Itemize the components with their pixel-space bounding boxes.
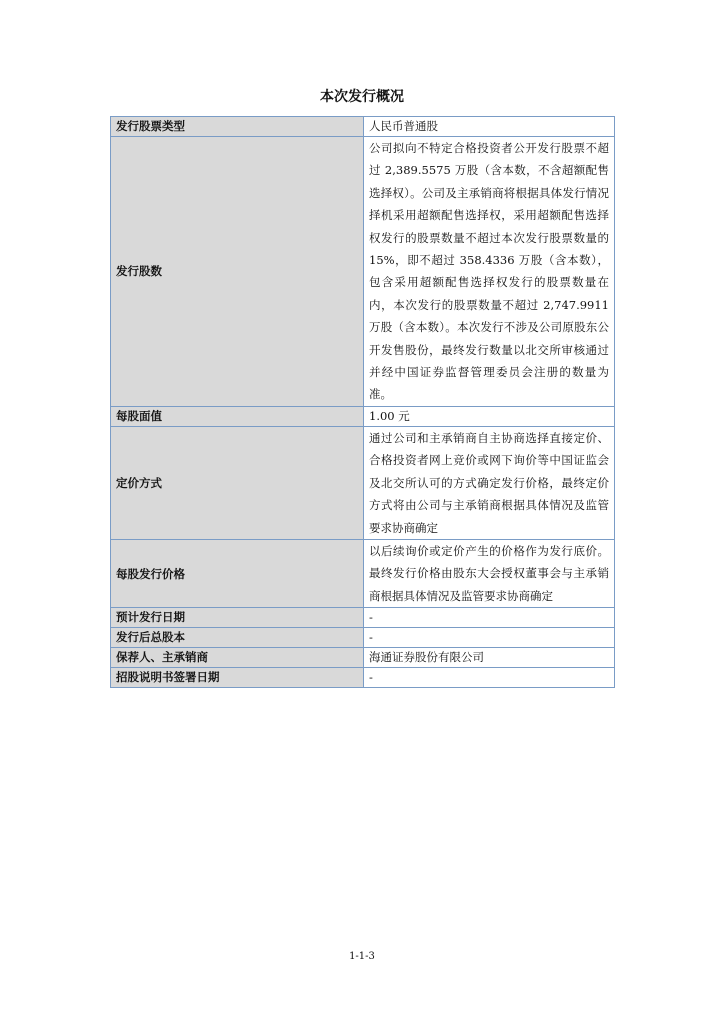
row-label: 发行股数 xyxy=(111,137,364,407)
page-title: 本次发行概况 xyxy=(320,89,404,105)
page-number: 1-1-3 xyxy=(349,951,375,962)
table-row xyxy=(111,648,615,668)
table-row xyxy=(111,137,615,407)
table-row xyxy=(111,539,615,607)
row-value: - xyxy=(364,628,615,648)
row-value: 公司拟向不特定合格投资者公开发行股票不超过 2,389.5575 万股（含本数，不含超额配售选择权）。公司及主承销商将根据具体发行情况择机采用超额配售选择权，采用超额配售选择权发行的股票数量不超过本次发行股票数量的 15%，即不超过 358.4336 万股（含本数），包含采用超额配售选择权发行的股票数量在内，本次发行的股票数量不超过 2,747.9911 万股（含本数）。本次发行不涉及公司原股东公开发售股份，最终发行数量以北交所审核通过并经中国证券监督管理委员会注册的数量为准。 xyxy=(364,137,615,407)
row-value: - xyxy=(364,608,615,628)
table-row xyxy=(111,426,615,539)
row-label: 保荐人、主承销商 xyxy=(111,648,364,668)
row-value: 通过公司和主承销商自主协商选择直接定价、合格投资者网上竞价或网下询价等中国证监会及北交所认可的方式确定发行价格，最终定价方式将由公司与主承销商根据具体情况及监管要求协商确定 xyxy=(364,426,615,539)
row-label: 定价方式 xyxy=(111,426,364,539)
row-label: 招股说明书签署日期 xyxy=(111,668,364,688)
row-label: 每股发行价格 xyxy=(111,539,364,607)
row-label: 发行股票类型 xyxy=(111,117,364,137)
table-row xyxy=(111,628,615,648)
table-row xyxy=(111,406,615,426)
row-value: 以后续询价或定价产生的价格作为发行底价。最终发行价格由股东大会授权董事会与主承销商根据具体情况及监管要求协商确定 xyxy=(364,539,615,607)
row-value: 海通证券股份有限公司 xyxy=(364,648,615,668)
row-value: - xyxy=(364,668,615,688)
table-row xyxy=(111,117,615,137)
table-row xyxy=(111,608,615,628)
table-row xyxy=(111,668,615,688)
row-label: 每股面值 xyxy=(111,406,364,426)
row-value: 人民币普通股 xyxy=(364,117,615,137)
issuance-overview-table xyxy=(110,116,615,688)
row-label: 发行后总股本 xyxy=(111,628,364,648)
row-value: 1.00 元 xyxy=(364,406,615,426)
row-label: 预计发行日期 xyxy=(111,608,364,628)
